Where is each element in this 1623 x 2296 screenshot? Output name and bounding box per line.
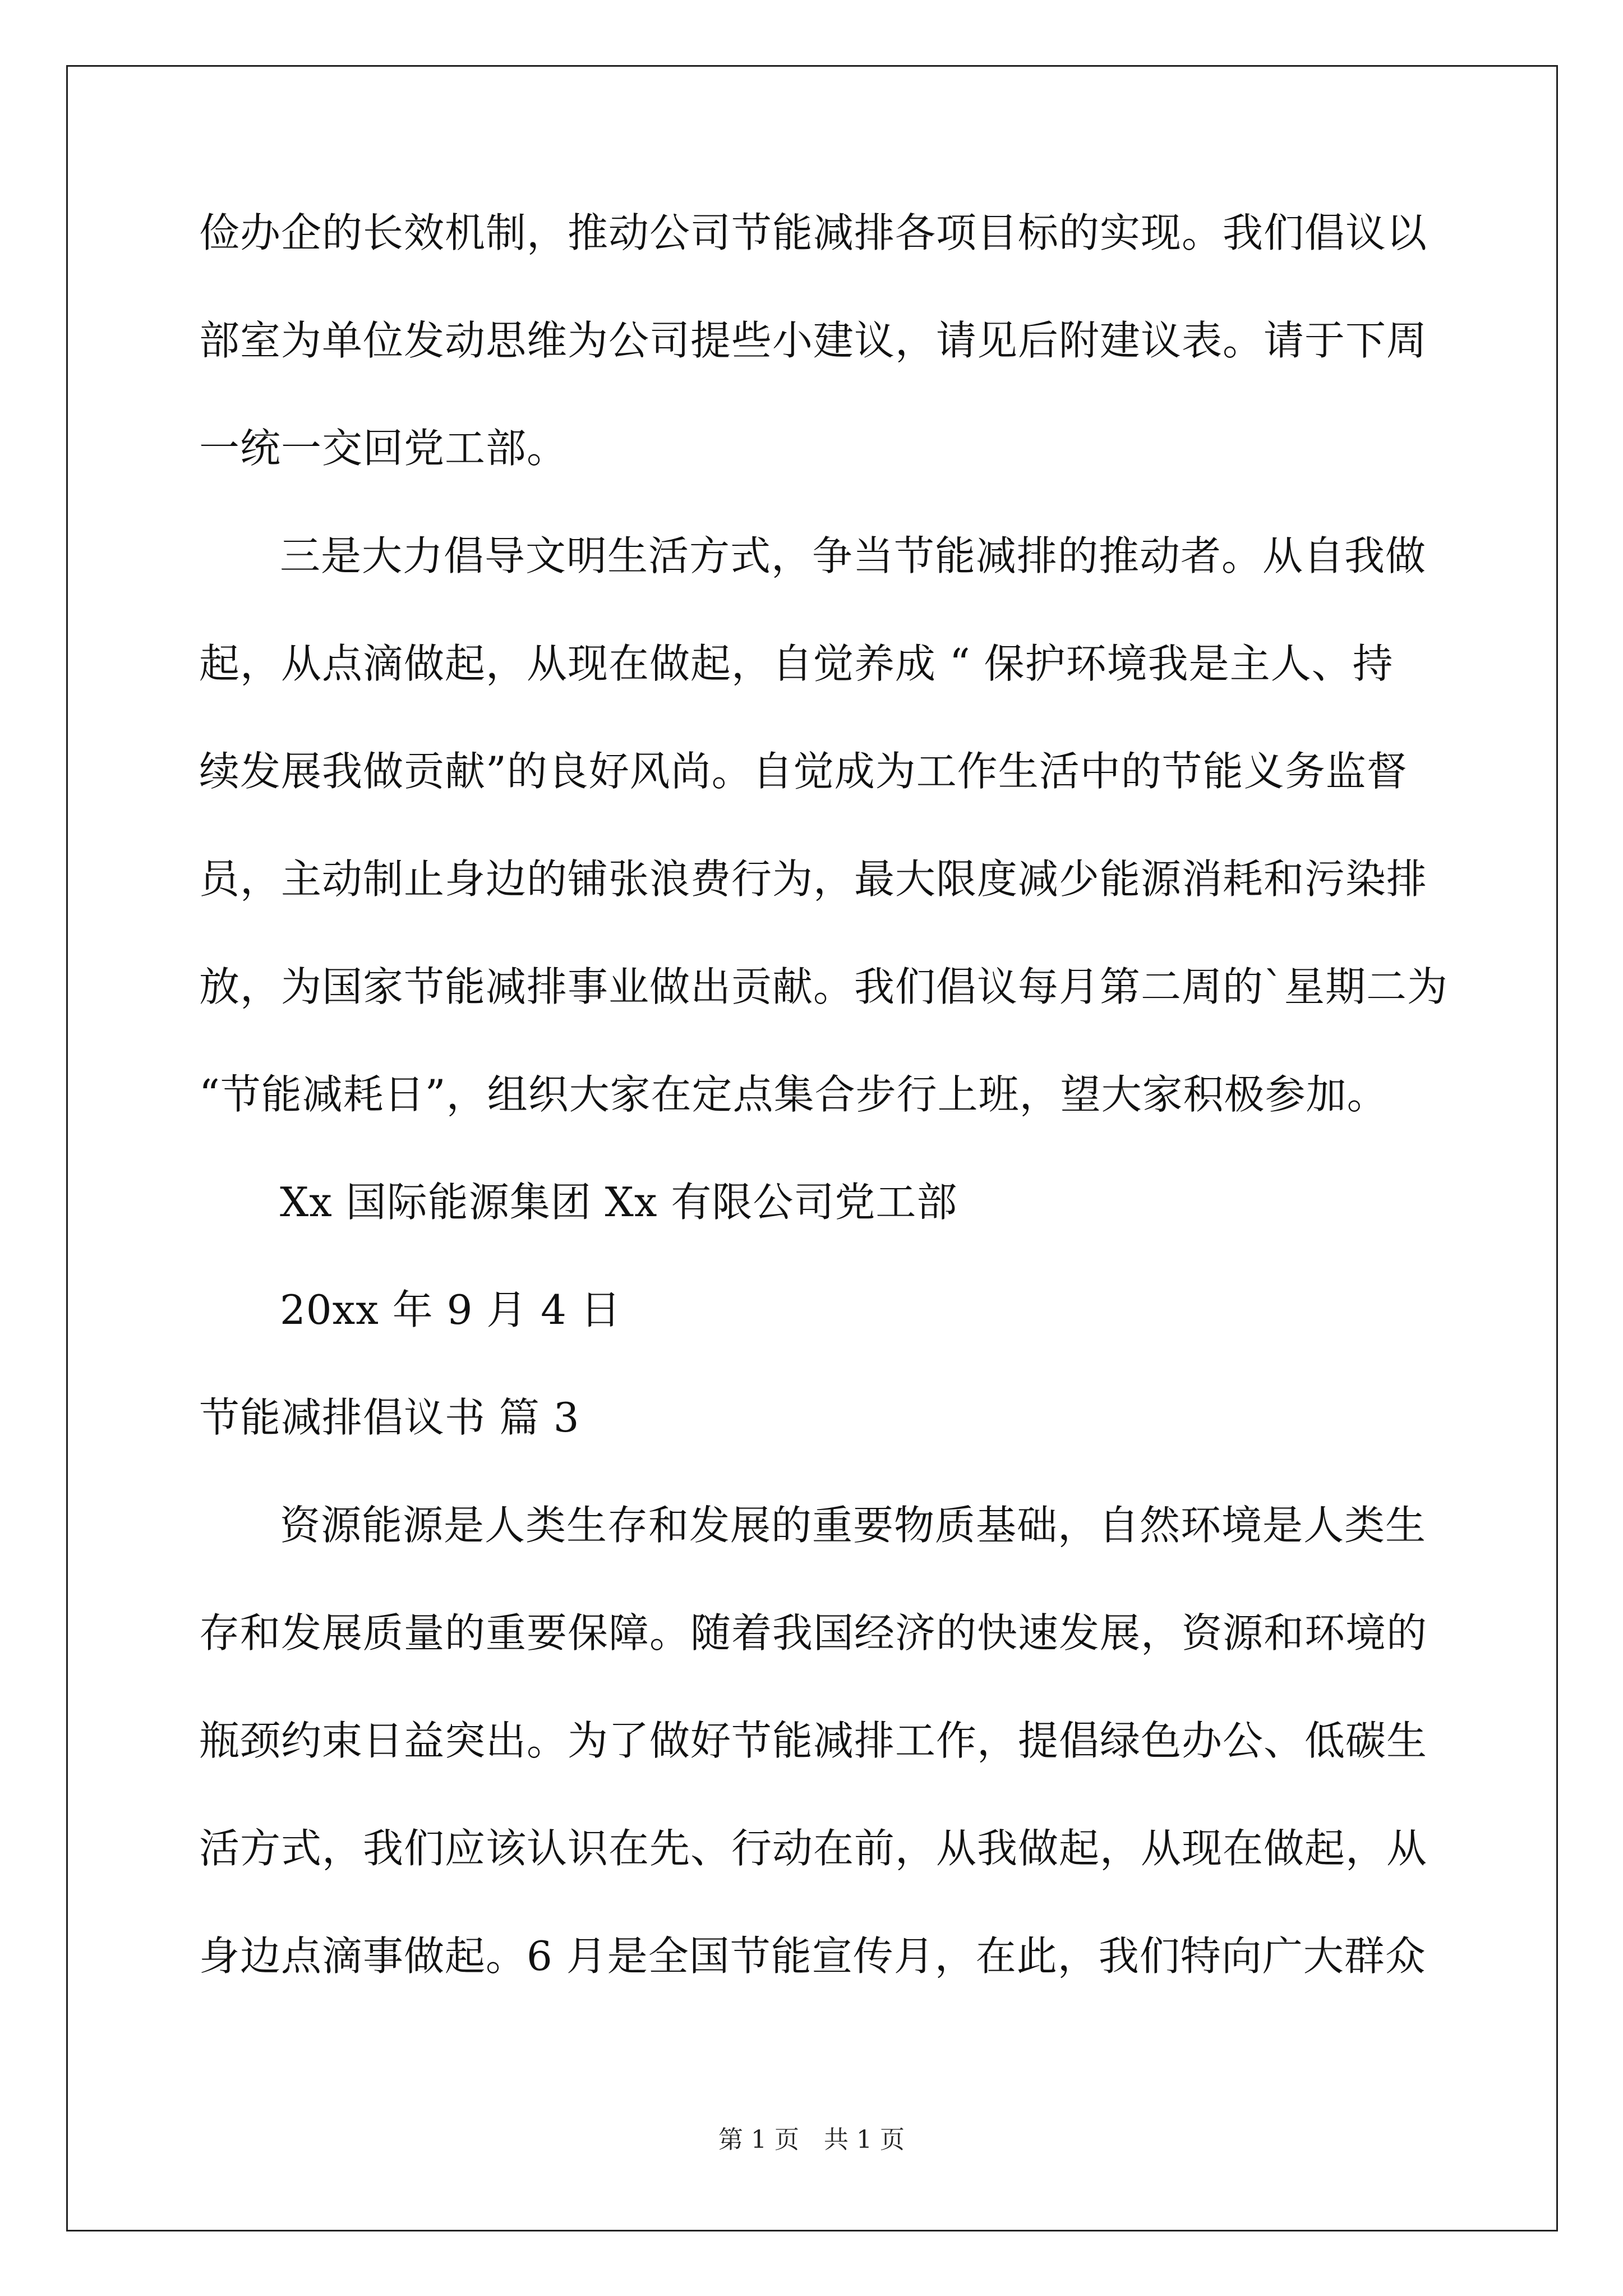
text-line: 瓶颈约束日益突出。为了做好节能减排工作，提倡绿色办公、低碳生 bbox=[199, 1717, 1428, 1764]
text-line: 放，为国家节能减排事业做出贡献。我们倡议每月第二周的`星期二为 bbox=[199, 963, 1449, 1010]
signature-organization: Xx 国际能源集团 Xx 有限公司党工部 bbox=[280, 1179, 958, 1226]
text-line: 员，主动制止身边的铺张浪费行为，最大限度减少能源消耗和污染排 bbox=[199, 855, 1428, 903]
signature-date: 20xx 年 9 月 4 日 bbox=[280, 1286, 621, 1333]
text-line: “节能减耗日”，组织大家在定点集合步行上班，望大家积极参加。 bbox=[199, 1071, 1388, 1118]
text-line: 活方式，我们应该认识在先、行动在前，从我做起，从现在做起，从 bbox=[199, 1825, 1428, 1872]
text-line: 续发展我做贡献”的良好风尚。自觉成为工作生活中的节能义务监督 bbox=[199, 748, 1408, 795]
text-line: 资源能源是人类生存和发展的重要物质基础，自然环境是人类生 bbox=[280, 1502, 1427, 1549]
text-line: 部室为单位发动思维为公司提些小建议，请见后附建议表。请于下周 bbox=[199, 317, 1428, 364]
text-line: 俭办企的长效机制，推动公司节能减排各项目标的实现。我们倡议以 bbox=[199, 209, 1428, 256]
text-line: 存和发展质量的重要保障。随着我国经济的快速发展，资源和环境的 bbox=[199, 1609, 1428, 1657]
text-line: 起，从点滴做起，从现在做起，自觉养成 “ 保护环境我是主人、持 bbox=[199, 640, 1394, 687]
text-line: 一统一交回党工部。 bbox=[199, 425, 568, 472]
section-heading: 节能减排倡议书 篇 3 bbox=[199, 1394, 580, 1441]
text-line: 三是大力倡导文明生活方式，争当节能减排的推动者。从自我做 bbox=[280, 532, 1427, 579]
page-border bbox=[66, 65, 1558, 2231]
text-line: 身边点滴事做起。6 月是全国节能宣传月，在此，我们特向广大群众 bbox=[199, 1932, 1426, 1980]
page-footer: 第 1 页 共 1 页 bbox=[718, 2125, 905, 2154]
